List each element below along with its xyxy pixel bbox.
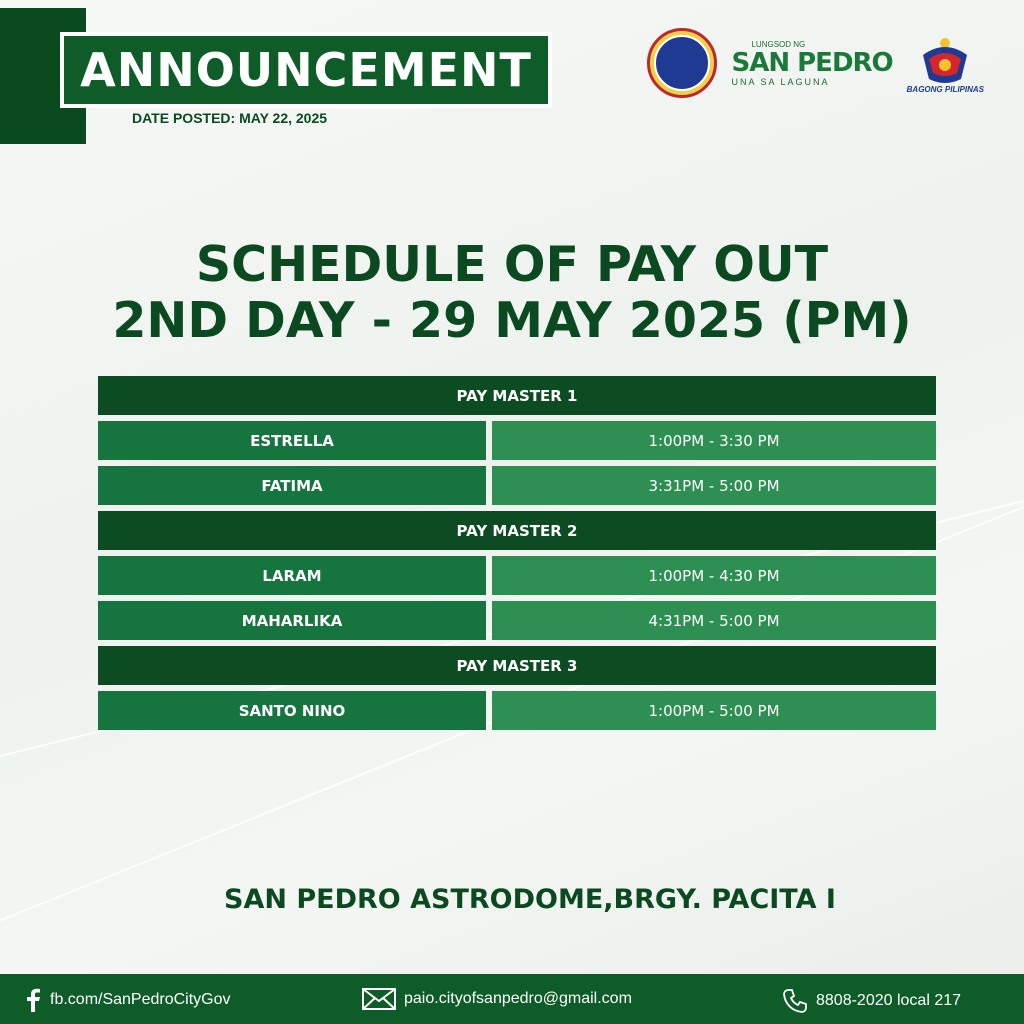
schedule-heading: SCHEDULE OF PAY OUT: [195, 236, 829, 293]
venue-text: SAN PEDRO ASTRODOME,BRGY. PACITA I: [224, 884, 836, 915]
city-seal-icon: [647, 28, 717, 98]
san-pedro-logo-main: SAN PEDRO: [731, 47, 893, 78]
email-link[interactable]: paio.cityofsanpedro@gmail.com: [404, 990, 632, 1007]
barangay-name: LARAM: [98, 556, 486, 595]
table-row: [98, 466, 936, 505]
bagong-pilipinas-caption: BAGONG PILIPINAS: [906, 84, 984, 94]
barangay-name: MAHARLIKA: [98, 601, 486, 640]
pay-master-header: PAY MASTER 1: [98, 376, 936, 415]
announcement-banner: [60, 32, 552, 108]
announcement-title: ANNOUNCEMENT: [80, 43, 532, 97]
phone-number[interactable]: 8808-2020 local 217: [816, 992, 962, 1009]
bagong-pilipinas-logo: [907, 33, 984, 94]
barangay-name: ESTRELLA: [98, 421, 486, 460]
footer-bar: [0, 974, 1024, 1024]
footer-facebook[interactable]: [24, 988, 231, 1012]
pay-master-header: PAY MASTER 2: [98, 511, 936, 550]
footer-email[interactable]: [362, 988, 632, 1010]
san-pedro-logo-tagline: UNA SA LAGUNA: [731, 76, 830, 87]
sun-icon: [915, 33, 975, 85]
table-row: [98, 421, 936, 460]
payout-time: 4:31PM - 5:00 PM: [492, 601, 936, 640]
table-row: [98, 691, 936, 730]
san-pedro-logo-top: LUNGSOD NG: [751, 39, 806, 49]
mail-icon: [362, 988, 396, 1010]
payout-time: 1:00PM - 5:00 PM: [492, 691, 936, 730]
payout-time: 1:00PM - 4:30 PM: [492, 556, 936, 595]
facebook-link[interactable]: fb.com/SanPedroCityGov: [50, 991, 231, 1008]
san-pedro-logo: [731, 40, 892, 87]
payout-time: 3:31PM - 5:00 PM: [492, 466, 936, 505]
phone-icon: [782, 988, 808, 1014]
table-row: [98, 556, 936, 595]
date-posted: DATE POSTED: MAY 22, 2025: [132, 110, 328, 126]
barangay-name: FATIMA: [98, 466, 486, 505]
payout-schedule-table: [98, 376, 936, 736]
logo-group: [647, 28, 984, 98]
pay-master-header: PAY MASTER 3: [98, 646, 936, 685]
barangay-name: SANTO NINO: [98, 691, 486, 730]
payout-time: 1:00PM - 3:30 PM: [492, 421, 936, 460]
schedule-subheading: 2ND DAY - 29 MAY 2025 (PM): [112, 292, 912, 349]
footer-phone[interactable]: [782, 988, 961, 1014]
facebook-icon: [24, 988, 42, 1012]
table-row: [98, 601, 936, 640]
